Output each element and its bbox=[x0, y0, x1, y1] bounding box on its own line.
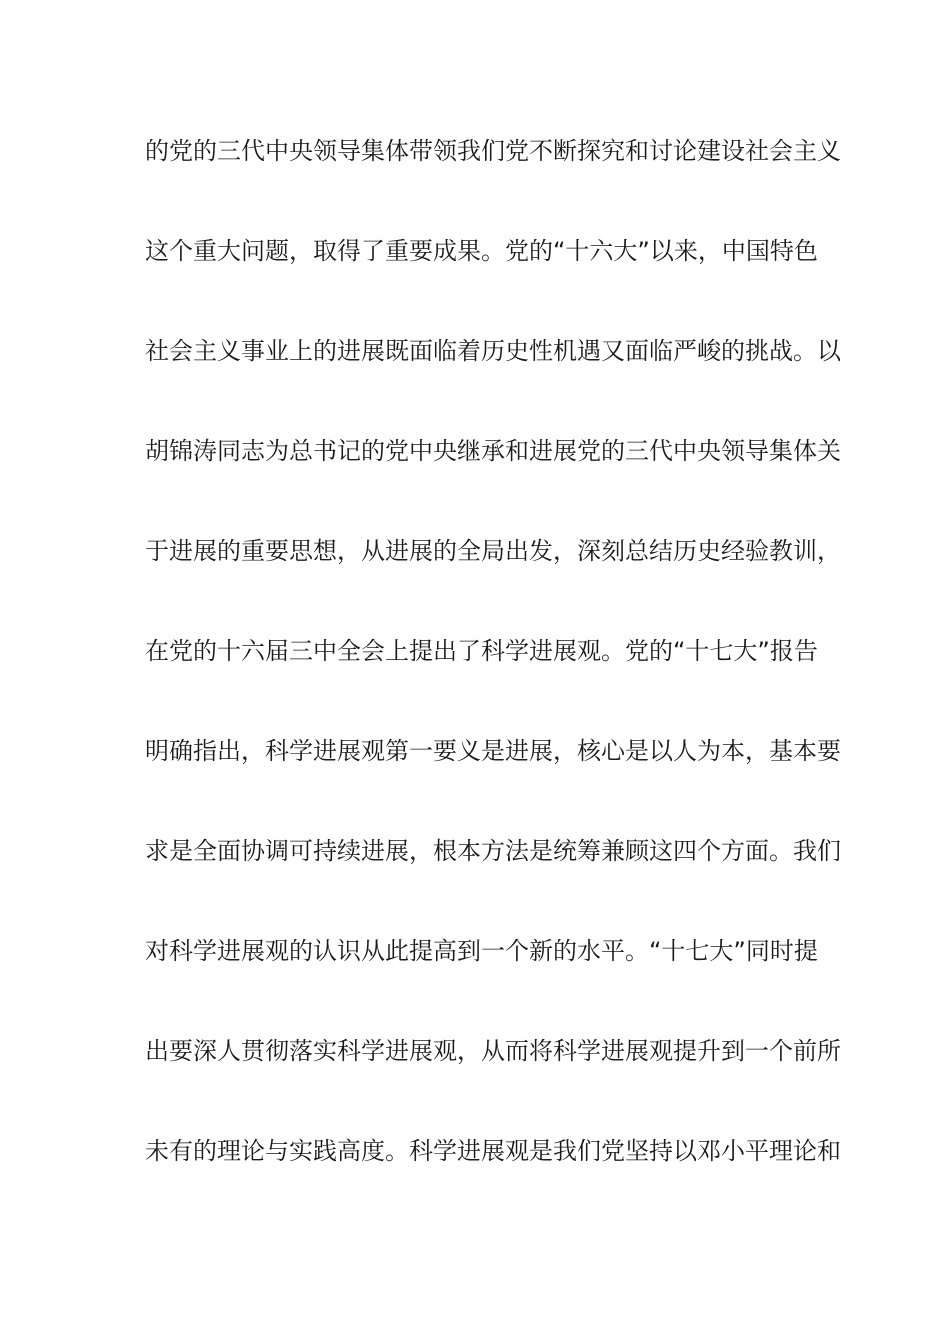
text-line-5: 于进展的重要思想，从进展的全局出发，深刻总结历史经验教训， bbox=[145, 537, 841, 565]
text-line-3: 社会主义事业上的进展既面临着历史性机遇又面临严峻的挑战。以 bbox=[145, 337, 841, 365]
text-line-2: 这个重大问题，取得了重要成果。党的“十六大”以来，中国特色 bbox=[145, 237, 818, 265]
text-line-4: 胡锦涛同志为总书记的党中央继承和进展党的三代中央领导集体关 bbox=[145, 437, 841, 465]
text-line-8: 求是全面协调可持续进展，根本方法是统筹兼顾这四个方面。我们 bbox=[145, 837, 841, 865]
text-line-6: 在党的十六届三中全会上提出了科学进展观。党的“十七大”报告 bbox=[145, 637, 818, 665]
text-line-9: 对科学进展观的认识从此提高到一个新的水平。“十七大”同时提 bbox=[145, 937, 818, 965]
text-line-10: 出要深人贯彻落实科学进展观，从而将科学进展观提升到一个前所 bbox=[145, 1037, 841, 1065]
text-line-1: 的党的三代中央领导集体带领我们党不断探究和讨论建设社会主义 bbox=[145, 137, 841, 165]
text-line-7: 明确指出，科学进展观第一要义是进展，核心是以人为本，基本要 bbox=[145, 737, 841, 765]
text-line-11: 未有的理论与实践高度。科学进展观是我们党坚持以邓小平理论和 bbox=[145, 1137, 841, 1165]
